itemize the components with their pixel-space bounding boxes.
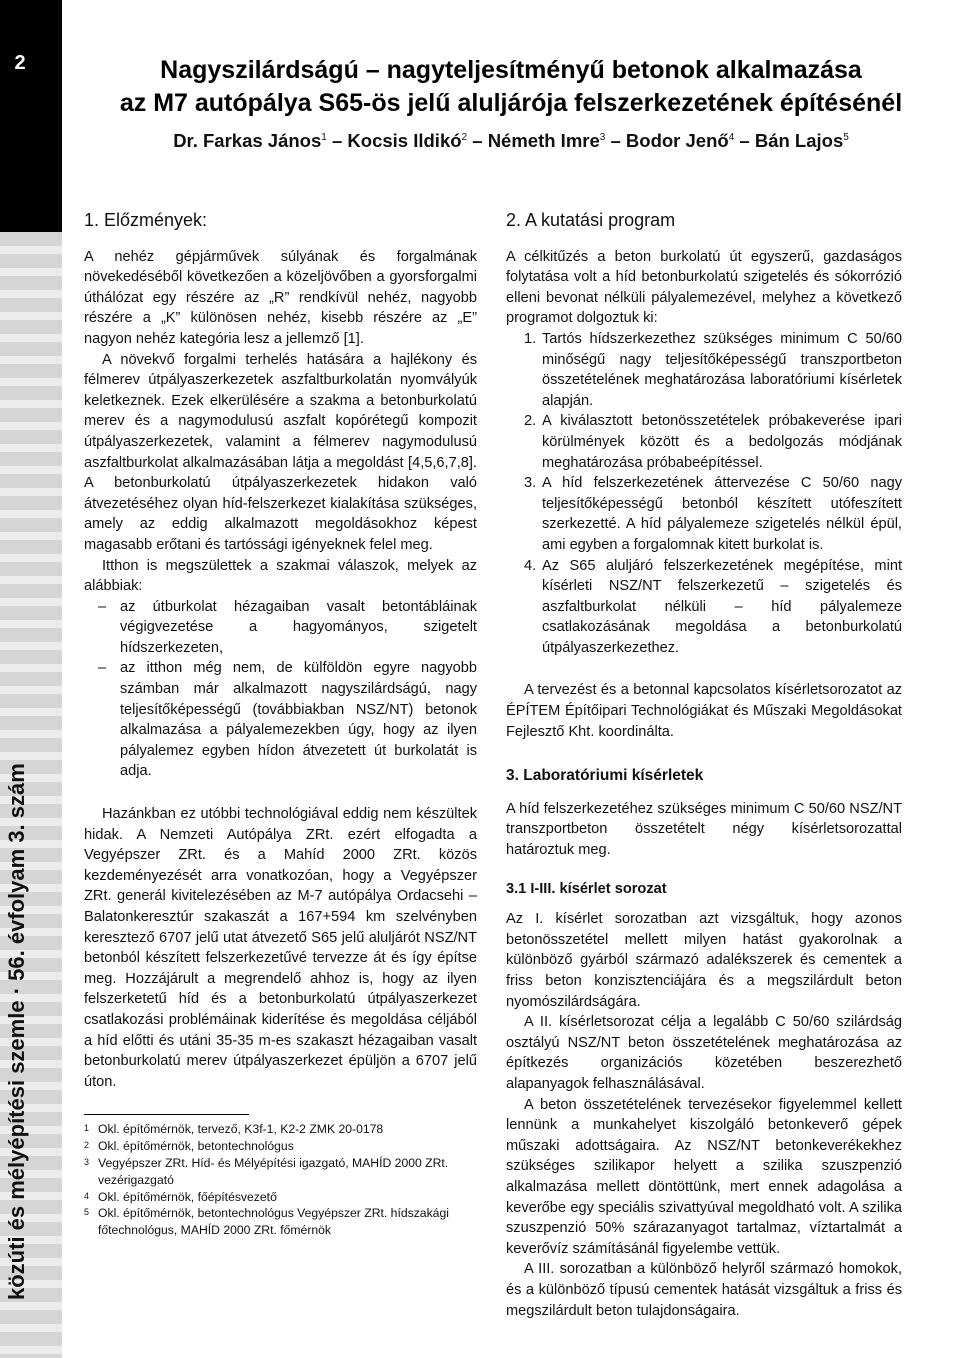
author-footnote-mark: 5 bbox=[843, 131, 849, 143]
author-name: Németh Imre bbox=[487, 130, 600, 151]
list-item: – az itthon még nem, de külföldön egyre nagyobb számban már alkalmazott nagyszilárdságú, nagy teljesítőképességű (továbbiakban NSZ/NT) betonok alkalmazása a pályalemezekben úgy, hogy az ilyen pályalemez egyben hídon átvezetett út burkolatát is adja. bbox=[84, 658, 477, 782]
list-item: 2. A kiválasztott betonösszetételek próbakeverése ipari körülmények között és a bedolgozás módjának meghatározása próbabeépítéssel. bbox=[524, 413, 902, 471]
author-footnote-mark: 2 bbox=[461, 131, 468, 143]
footnotes bbox=[84, 1121, 477, 1239]
author-name: Dr. Farkas János bbox=[173, 130, 322, 151]
list-item: 1. Tartós hídszerkezethez szükséges minimum C 50/60 minőségű nagy teljesítőképességű transzportbeton összetételének meghatározása laboratóriumi kísérletek alapján. bbox=[524, 330, 902, 409]
paragraph: A II. kísérletsorozat célja a legalább C 50/60 szilárdság osztályú NSZ/NT beton összetételének meghatározása az építkezés organizációs közetében beszerezhető alapanyagok felhasználásával. bbox=[506, 1014, 902, 1092]
footnote: 2 Okl. építőmérnök, betontechnológus bbox=[84, 1139, 294, 1154]
author-name: Kocsis Ildikó bbox=[347, 130, 462, 151]
paragraph: Az I. kísérlet sorozatban azt vizsgáltuk, hogy azonos betonösszetétel mellett milyen hatást gyakorolnak a különböző gyárból származó adalékszerek és cementek a friss beton konzisztenciájára és a megszilárdult beton nyomószilárdságára. bbox=[506, 911, 902, 1010]
title-line-2: az M7 autópálya S65-ös jelű aluljárója felszerkezetének építésénél bbox=[119, 89, 903, 117]
paragraph: A híd felszerkezetéhez szükséges minimum C 50/60 NSZ/NT transzportbeton összetételt négy kísérletsorozattal határoztuk meg. bbox=[506, 800, 902, 859]
footnote: 1 Okl. építőmérnök, tervező, K3f-1, K2-2 ZMK 20-0178 bbox=[84, 1122, 384, 1137]
author-name: Bodor Jenő bbox=[625, 130, 729, 151]
author-footnote-mark: 3 bbox=[599, 131, 606, 143]
list-item: 4. Az S65 aluljáró felszerkezetének megépítése, mint kísérleti NSZ/NT felszerkezetű – szigetelés és aszfaltburkolat nélküli – híd pályalemeze csatlakozásának megoldása a betonburkolatú útpályaszerkezethez. bbox=[524, 557, 902, 656]
section-heading-3: 3. Laboratóriumi kísérletek bbox=[506, 767, 704, 785]
article-header bbox=[62, 0, 960, 152]
numbered-list bbox=[506, 329, 902, 659]
paragraph: A beton összetételének tervezésekor figyelemmel kellett lennünk a munkahelyet kiszolgáló betonkeverő gépek műszaki adottságaira. Az NSZ/NT betonkeverékekhez szükséges szilikapor helyett a szilika szuszpenzió alkalmazása mellett döntöttünk, mert ennek adagolása a keverőbe egy speciális szivattyúval megoldható volt. A szilika szuszpenzió 50% szárazanyagot tartalmaz, víztartalmát a keverővíz számításánál figyelembe vettük. bbox=[506, 1096, 902, 1257]
title-line-1: Nagyszilárdságú – nagyteljesítményű betonok alkalmazása bbox=[160, 56, 862, 84]
left-column bbox=[84, 210, 477, 1239]
author-footnote-mark: 1 bbox=[321, 131, 327, 143]
author-footnote-mark: 4 bbox=[728, 131, 735, 143]
footnote: 5 Okl. építőmérnök, betontechnológus Vegyépszer ZRt. hídszakági főtechnológus, MAHÍD 2000 ZRt. főmérnök bbox=[84, 1206, 449, 1238]
section-heading-1: 1. Előzmények: bbox=[84, 210, 208, 230]
paragraph: A III. sorozatban a különböző helyről származó homokok, és a különböző típusú cementek hatását vizsgáltuk a friss és megszilárdult beton tulajdonságaira. bbox=[506, 1261, 902, 1319]
article-title bbox=[62, 54, 960, 120]
right-column bbox=[506, 210, 902, 1321]
list-item: 3. A híd felszerkezetének áttervezése C 50/60 nagy teljesítőképességű betonból készített utófeszített szerkezetté. A híd pályalemeze szigetelés nélkül épül, ami egyben a forgalomnak kitett burkolat is. bbox=[524, 475, 902, 553]
list-item: – az útburkolat hézagaiban vasalt betontábláinak végigvezetése a hagyományos, szigetelt hídszerkezeten, bbox=[84, 597, 477, 659]
paragraph: A tervezést és a betonnal kapcsolatos kísérletsorozatot az ÉPÍTEM Építőipari Technológiákat és Műszaki Megoldásokat Fejlesztő Kht. koordinálta. bbox=[506, 682, 902, 740]
dash-list bbox=[84, 597, 477, 782]
paragraph: Hazánkban ez utóbbi technológiával eddig nem készültek hidak. A Nemzeti Autópálya ZRt. ezért elfogadta a Vegyépszer ZRt. és a Mahíd 2000 ZRt. közös kezdeményezését arra vonatkozóan, hogy a Vegyépszer ZRt. generál kivitelezésében az M-7 autópálya Ordacsehi – Balatonkeresztúr szakaszát a 167+594 km szelvényben keresztező 6707 jelű utat átvezető S65 jelű aluljárót NSZ/NT betonból készített felszerkezetűvé tervezze át és így építse meg. Hozzájárult a megrendelő ahhoz is, hogy az ilyen felszerketetű híd és a betonburkolatú útpályaszerkezet csatlakozási problémáinak kiderítése és megoldása céljából a híd előtti és utáni 35-35 m-es szakaszt hézagaiban vasalt betonburkolatú merev útpályaszerkezet épüljön a 6707 jelű úton. bbox=[84, 806, 477, 1090]
sidebar-band bbox=[0, 0, 62, 1358]
footnote: 4 Okl. építőmérnök, főépítésvezető bbox=[84, 1189, 277, 1204]
page-number: 2 bbox=[14, 52, 26, 74]
author-name: Bán Lajos bbox=[754, 130, 844, 151]
section-heading-2: 2. A kutatási program bbox=[506, 210, 676, 230]
footnote-divider bbox=[84, 1114, 249, 1115]
author-list: Dr. Farkas János$^1$ – Kocsis Ildikó$^2$ – Németh Imre$^3$ – Bodor Jenő$^4$ – Bán Lajos$^5$ bbox=[173, 130, 849, 151]
page-number-box bbox=[0, 0, 62, 232]
subsection-heading: 3.1 I-III. kísérlet sorozat bbox=[506, 880, 667, 897]
paragraph: A növekvő forgalmi terhelés hatására a hajlékony és félmerev útpályaszerkezetek aszfaltburkolatán nyomvályúk keletkeznek. Ezek elkerülésére a szakma a betonburkolatú merev és a nagymodulusú aszfalt kopórétegű kompozit útpályaszerkezetek, valamint a félmerev nagymodulusú aszfaltburkolat alkalmazásában látja a megoldást [4,5,6,7,8]. A betonburkolatú útpályaszerkezetek hidakon való átvezetéséhez olyan híd-felszerkezet kialakítása szükséges, amely az eddig alkalmazott megoldásokhoz képest magasabb erőtani és tartóssági igényeknek felel meg. bbox=[84, 351, 477, 553]
paragraph: A nehéz gépjárművek súlyának és forgalmának növekedéséből következően a közeljövőben a gyorsforgalmi úthálózat egy részére az „R” rendkívül nehéz, nagyobb részére a „K” különösen nehéz, kisebb részére az „E” nagyon nehéz kategória lesz a jellemző [1]. bbox=[84, 248, 477, 347]
journal-issue-label: közúti és mélyépítési szemle · 56. évfolyam 3. szám bbox=[4, 763, 29, 1300]
paragraph: A célkitűzés a beton burkolatú út egyszerű, gazdaságos folytatása volt a híd betonburkolatú szigetelés és sókorrózió elleni bevonat nélküli pályalemezével, melyhez a következő programot dolgoztuk ki: bbox=[506, 248, 902, 327]
paragraph: Itthon is megszülettek a szakmai válaszok, melyek az alábbiak: bbox=[84, 557, 477, 595]
footnote: 3 Vegyépszer ZRt. Híd- és Mélyépítési igazgató, MAHÍD 2000 ZRt. vezérigazgató bbox=[84, 1155, 449, 1187]
